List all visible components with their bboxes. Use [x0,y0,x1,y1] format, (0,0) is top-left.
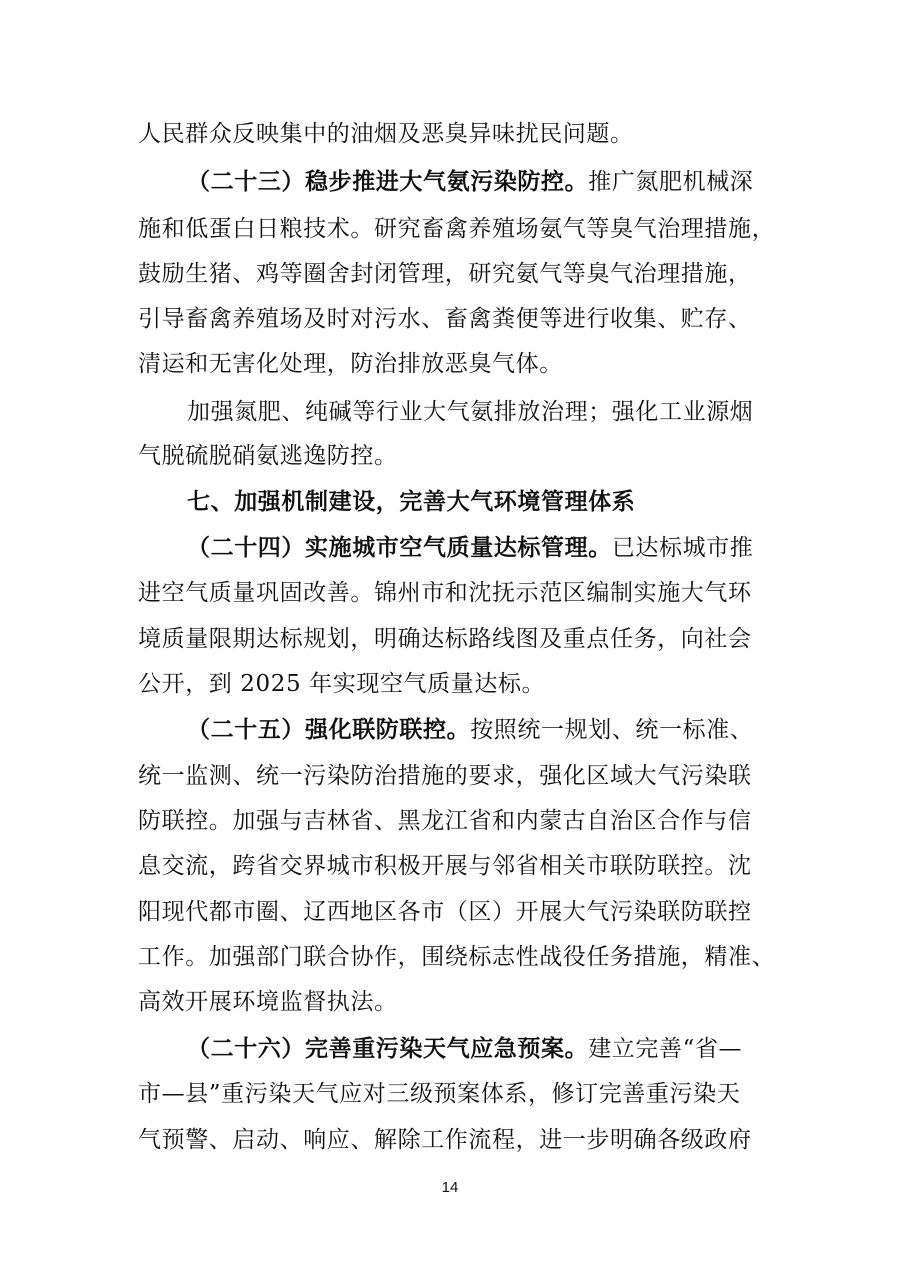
paragraph-line: 引导畜禽养殖场及时对污水、畜禽粪便等进行收集、贮存、 [138,306,752,332]
paragraph-line: 人民群众反映集中的油烟及恶臭异味扰民问题。 [138,121,634,147]
paragraph-26-title: （二十六）完善重污染天气应急预案。 [187,1036,589,1062]
paragraph-line: 进空气质量巩固改善。锦州市和沈抚示范区编制实施大气环 [138,580,752,606]
paragraph-line: 气脱硫脱硝氨逃逸防控。 [138,443,398,469]
paragraph-25-first-line [187,710,827,750]
paragraph-line: 气预警、启动、响应、解除工作流程，进一步明确各级政府 [138,1127,752,1153]
paragraph-26-first-line [187,1029,827,1069]
paragraph-line: 工作。加强部门联合协作，围绕标志性战役任务措施，精准、 [138,944,776,970]
paragraph-26-text: 建立完善“省— [588,1036,743,1062]
paragraph-line: 境质量限期达标规划，明确达标路线图及重点任务，向社会 [138,626,752,652]
paragraph-25-title: （二十五）强化联防联控。 [187,717,471,743]
paragraph-23-first-line [187,162,827,202]
paragraph-25-text: 按照统一规划、统一标准、 [470,717,754,743]
paragraph-line: 加强氮肥、纯碱等行业大气氨排放治理；强化工业源烟 [187,399,754,425]
paragraph-23-text: 推广氮肥机械深 [588,169,754,195]
paragraph-line: 阳现代都市圈、辽西地区各市（区）开展大气污染联防联控 [138,899,752,925]
page-number: 14 [441,1179,459,1196]
paragraph-line: 施和低蛋白日粮技术。研究畜禽养殖场氨气等臭气治理措施， [138,216,776,242]
paragraph-line: 公开，到 2025 年实现空气质量达标。 [138,671,546,697]
paragraph-line: 高效开展环境监督执法。 [138,989,398,1015]
paragraph-24-text: 已达标城市推 [611,535,754,561]
paragraph-line: 防联控。加强与吉林省、黑龙江省和内蒙古自治区合作与信 [138,808,752,834]
paragraph-24-title: （二十四）实施城市空气质量达标管理。 [187,535,612,561]
paragraph-24-first-line [187,528,827,568]
paragraph-line: 统一监测、统一污染防治措施的要求，强化区域大气污染联 [138,763,752,789]
paragraph-23-title: （二十三）稳步推进大气氨污染防控。 [187,169,589,195]
section-heading: 七、加强机制建设，完善大气环境管理体系 [187,489,636,515]
paragraph-line: 鼓励生猪、鸡等圈舍封闭管理，研究氨气等臭气治理措施， [138,261,752,287]
paragraph-line: 清运和无害化处理，防治排放恶臭气体。 [138,351,563,377]
paragraph-line: 市—县”重污染天气应对三级预案体系，修订完善重污染天 [138,1081,741,1107]
paragraph-line: 息交流，跨省交界城市积极开展与邻省相关市联防联控。沈 [138,853,752,879]
